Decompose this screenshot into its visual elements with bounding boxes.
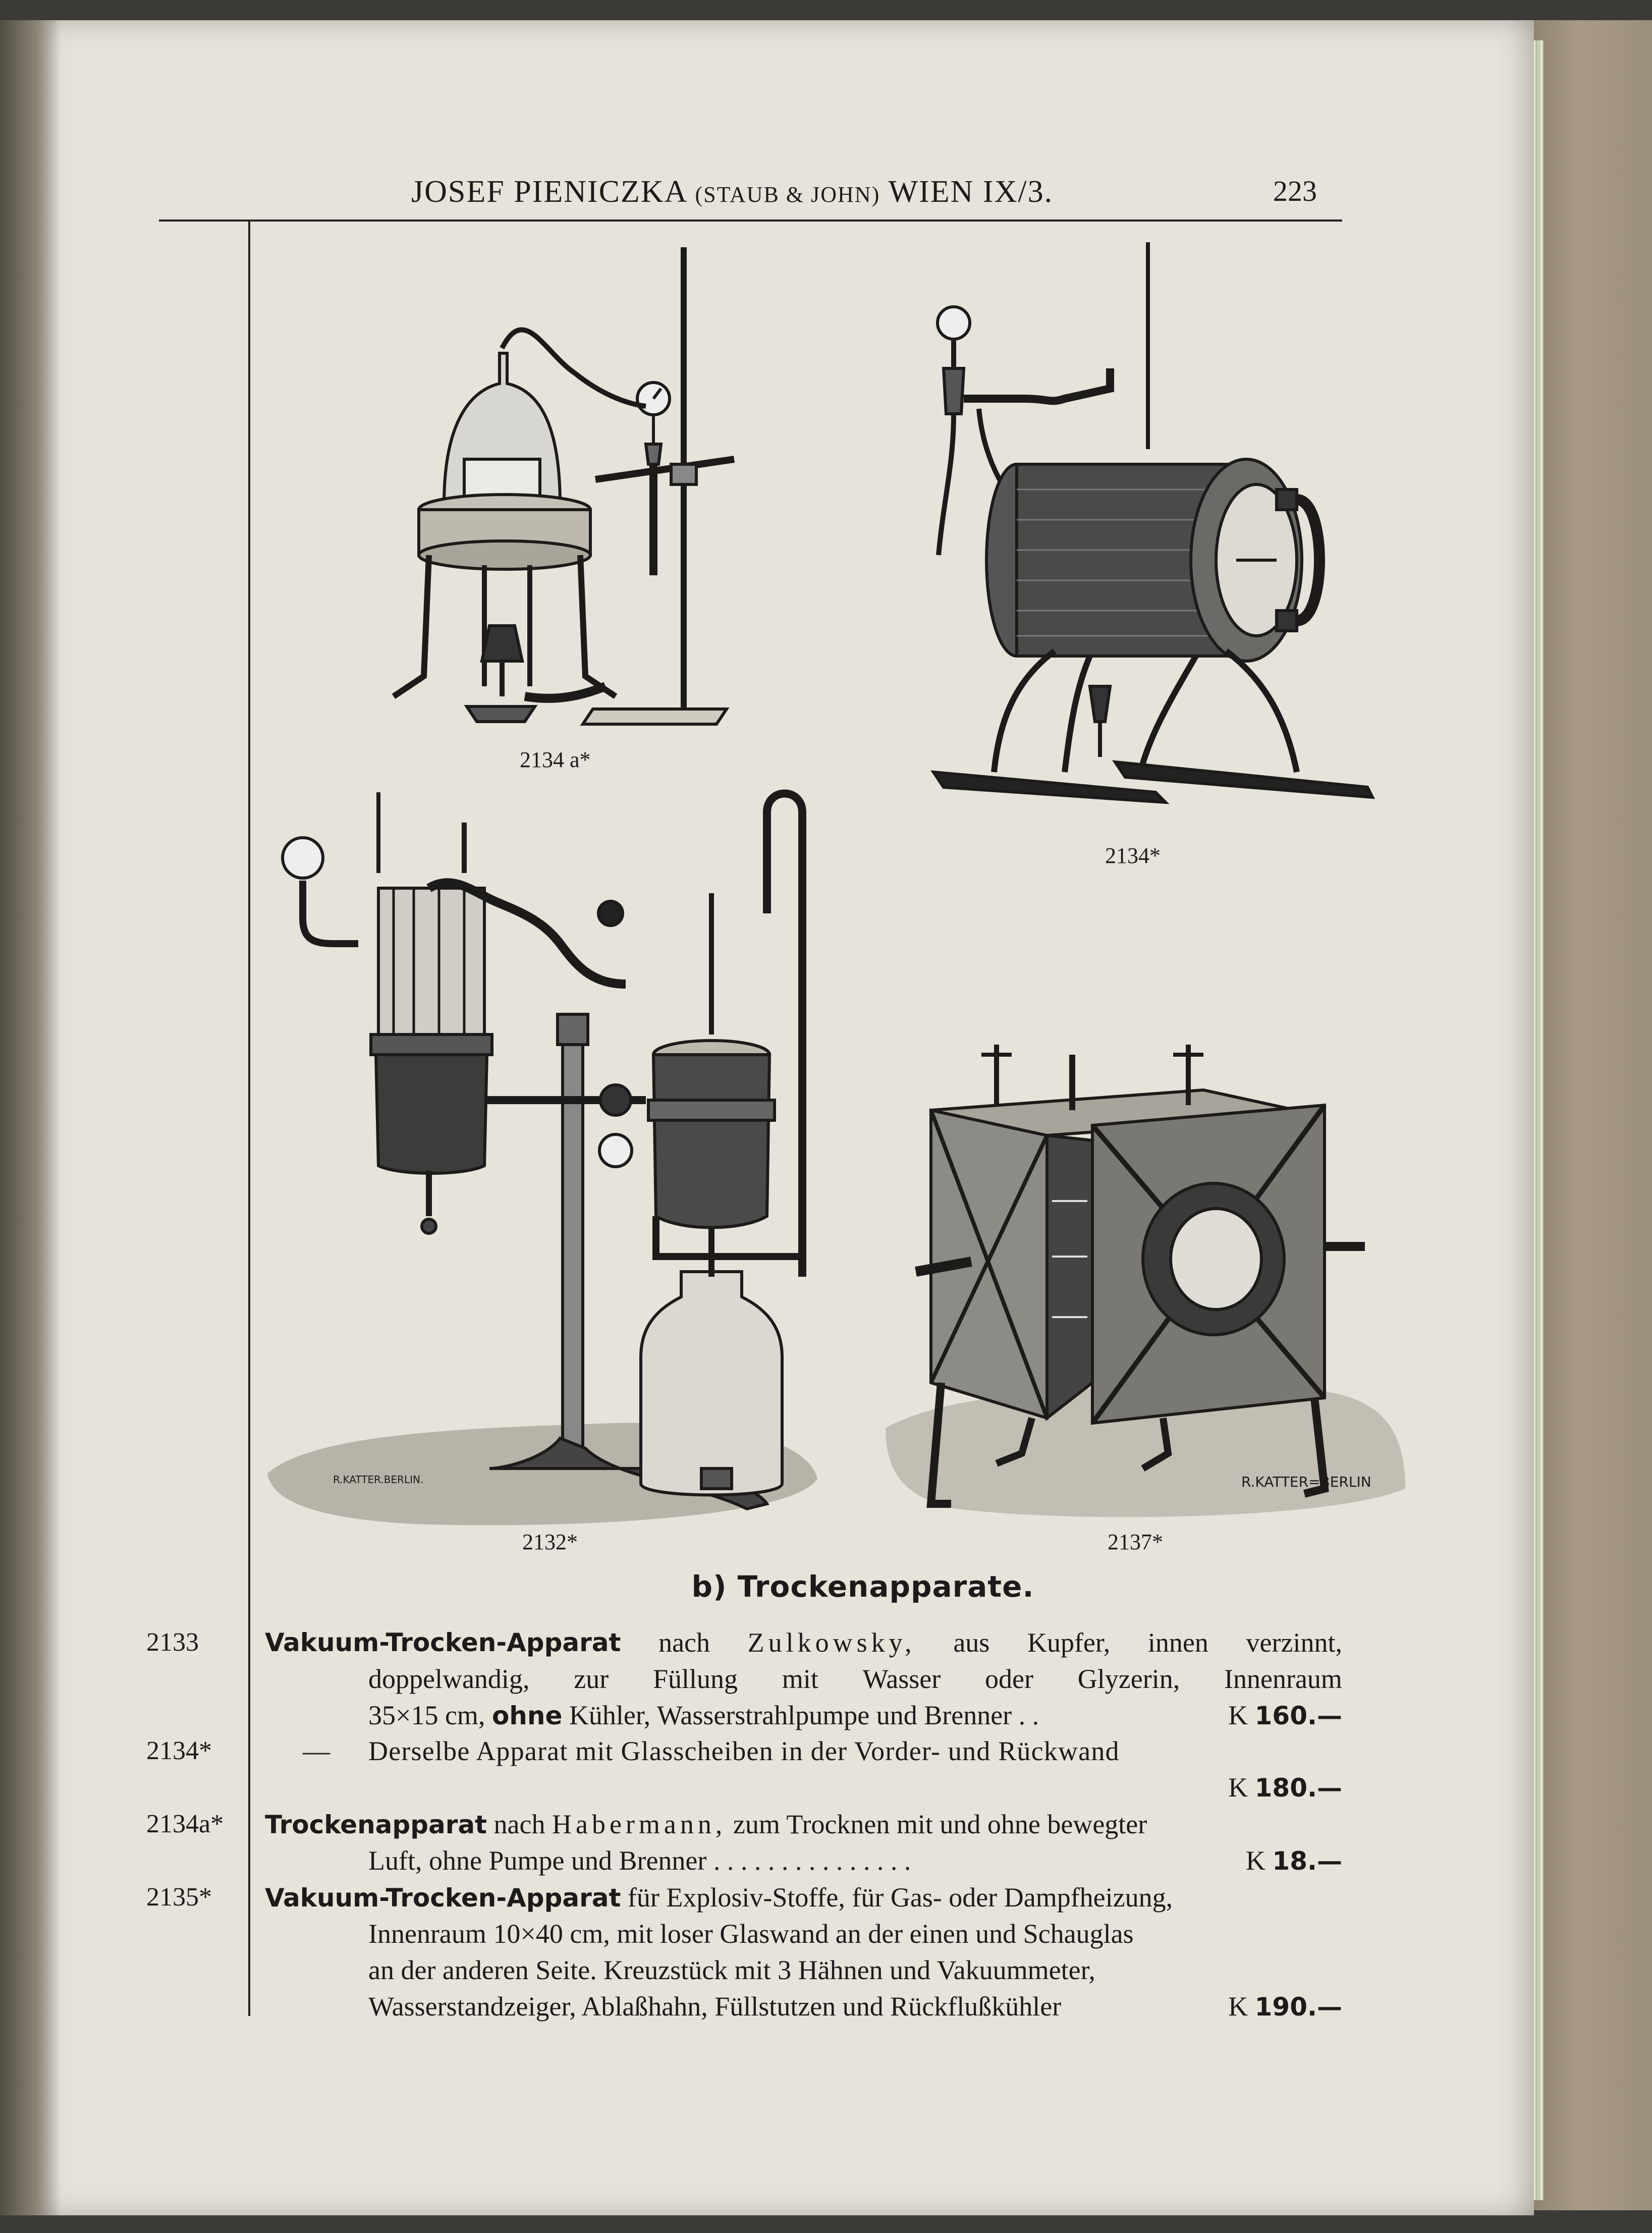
entry-line [368, 1664, 1342, 1694]
entry-word: verzinnt, [1246, 1627, 1342, 1658]
ditto-dash: — [303, 1736, 330, 1766]
price [1228, 1700, 1342, 1731]
entry-text: Kühler, Wasserstrahlpumpe und Brenner . . [569, 1700, 1039, 1730]
price-value: 18.— [1272, 1846, 1342, 1876]
entry-text: nach [493, 1809, 545, 1839]
price-prefix: K [1228, 1700, 1248, 1730]
entry-word: nach [658, 1627, 710, 1658]
price [1246, 1845, 1342, 1876]
entry-word: aus [953, 1627, 990, 1658]
entry-word: Füllung [653, 1664, 738, 1694]
entry-line [368, 1919, 1342, 1949]
entry-line [265, 1809, 1342, 1840]
figure-2134a-illustration [363, 242, 747, 737]
entry-word: zur [574, 1664, 609, 1694]
price [1228, 1772, 1342, 1803]
number-column-rule [248, 220, 250, 2016]
entry-word: innen [1147, 1627, 1208, 1658]
entry-text: für Explosiv-Stoffe, für Gas- oder Dampfheizung, [627, 1882, 1173, 1913]
entry-spaced-name: Habermann, [552, 1809, 727, 1839]
figure-2134a [363, 242, 747, 772]
figure-2137 [880, 1034, 1410, 1554]
price-value: 190.— [1254, 1992, 1342, 2022]
price [1228, 1991, 1342, 2022]
header-partners: (STAUB & JOHN) [695, 182, 880, 207]
header-location: WIEN IX/3. [888, 175, 1054, 209]
header-title [411, 174, 1053, 210]
entry-line [368, 1991, 1342, 2022]
entry-line [368, 1700, 1342, 1731]
running-header [159, 174, 1345, 220]
figure-2137-illustration [880, 1034, 1410, 1539]
entry-number: 2134a* [146, 1810, 224, 1838]
entry-word: Zulkowsky, [747, 1627, 916, 1658]
entry-text: Derselbe Apparat mit Glasscheiben in der Vorder- und Rückwand [368, 1736, 1120, 1766]
price-value: 160.— [1254, 1701, 1342, 1730]
price-value: 180.— [1254, 1773, 1342, 1803]
price-prefix: K [1245, 1845, 1265, 1876]
figure-2132 [262, 772, 828, 1554]
figure-caption: 2137* [1108, 1530, 1163, 1554]
figure-2134-illustration [923, 237, 1378, 833]
entry-word: Wasser [862, 1664, 941, 1694]
section-heading: b) Trockenapparate. [691, 1569, 1034, 1604]
entry-lead: Vakuum-Trocken-Apparat [265, 1883, 621, 1913]
header-company: JOSEF PIENICZKA [411, 175, 687, 209]
figure-caption: 2134 a* [520, 747, 591, 772]
entry-number: 2133 [146, 1628, 199, 1657]
entry-line [303, 1736, 330, 1766]
engraver-mark: R.KATTER=BERLIN [1241, 1474, 1371, 1490]
figure-2134 [923, 237, 1378, 868]
entry-lead: Trockenapparat [265, 1810, 487, 1839]
entry-line [368, 1845, 1342, 1876]
price-prefix: K [1228, 1991, 1248, 2022]
entry-text: Innenraum 10×40 cm, mit loser Glaswand an der einen und Schauglas [368, 1919, 1134, 1949]
entry-line [265, 1882, 1342, 1913]
book-cover [1531, 20, 1652, 2210]
entry-text: 35×15 cm, [368, 1700, 485, 1730]
entry-line [368, 1736, 1342, 1766]
entry-text: Wasserstandzeiger, Ablaßhahn, Füllstutzen und Rückflußkühler [368, 1991, 1062, 2022]
header-rule [159, 220, 1342, 222]
entry-line [368, 1955, 1342, 1985]
entry-word: Innenraum [1224, 1664, 1342, 1694]
entry-word: oder [985, 1664, 1033, 1694]
entry-text: an der anderen Seite. Kreuzstück mit 3 Hähnen und Vakuummeter, [368, 1955, 1095, 1985]
binding-gutter [0, 20, 61, 2215]
price-prefix: K [1228, 1772, 1248, 1803]
entry-word: Kupfer, [1027, 1627, 1111, 1658]
entry-number: 2134* [146, 1736, 212, 1765]
figure-caption: 2132* [522, 1530, 578, 1554]
entry-text: zum Trocknen mit und ohne bewegter [733, 1809, 1147, 1839]
figure-2132-illustration [262, 772, 828, 1539]
figure-caption: 2134* [1105, 843, 1161, 868]
entry-word: mit [782, 1664, 818, 1694]
entry-lead: Vakuum-Trocken-Apparat [265, 1628, 621, 1657]
entry-number: 2135* [146, 1883, 212, 1912]
entry-line [265, 1627, 1342, 1658]
entry-emphasis: ohne [491, 1701, 563, 1730]
entry-word: doppelwandig, [368, 1664, 530, 1694]
engraver-mark: R.KATTER.BERLIN. [333, 1474, 424, 1486]
entry-text: Luft, ohne Pumpe und Brenner . . . . . . . . . . . . . . . [368, 1845, 911, 1876]
entry-word: Glyzerin, [1077, 1664, 1180, 1694]
page-number: 223 [1273, 175, 1317, 207]
